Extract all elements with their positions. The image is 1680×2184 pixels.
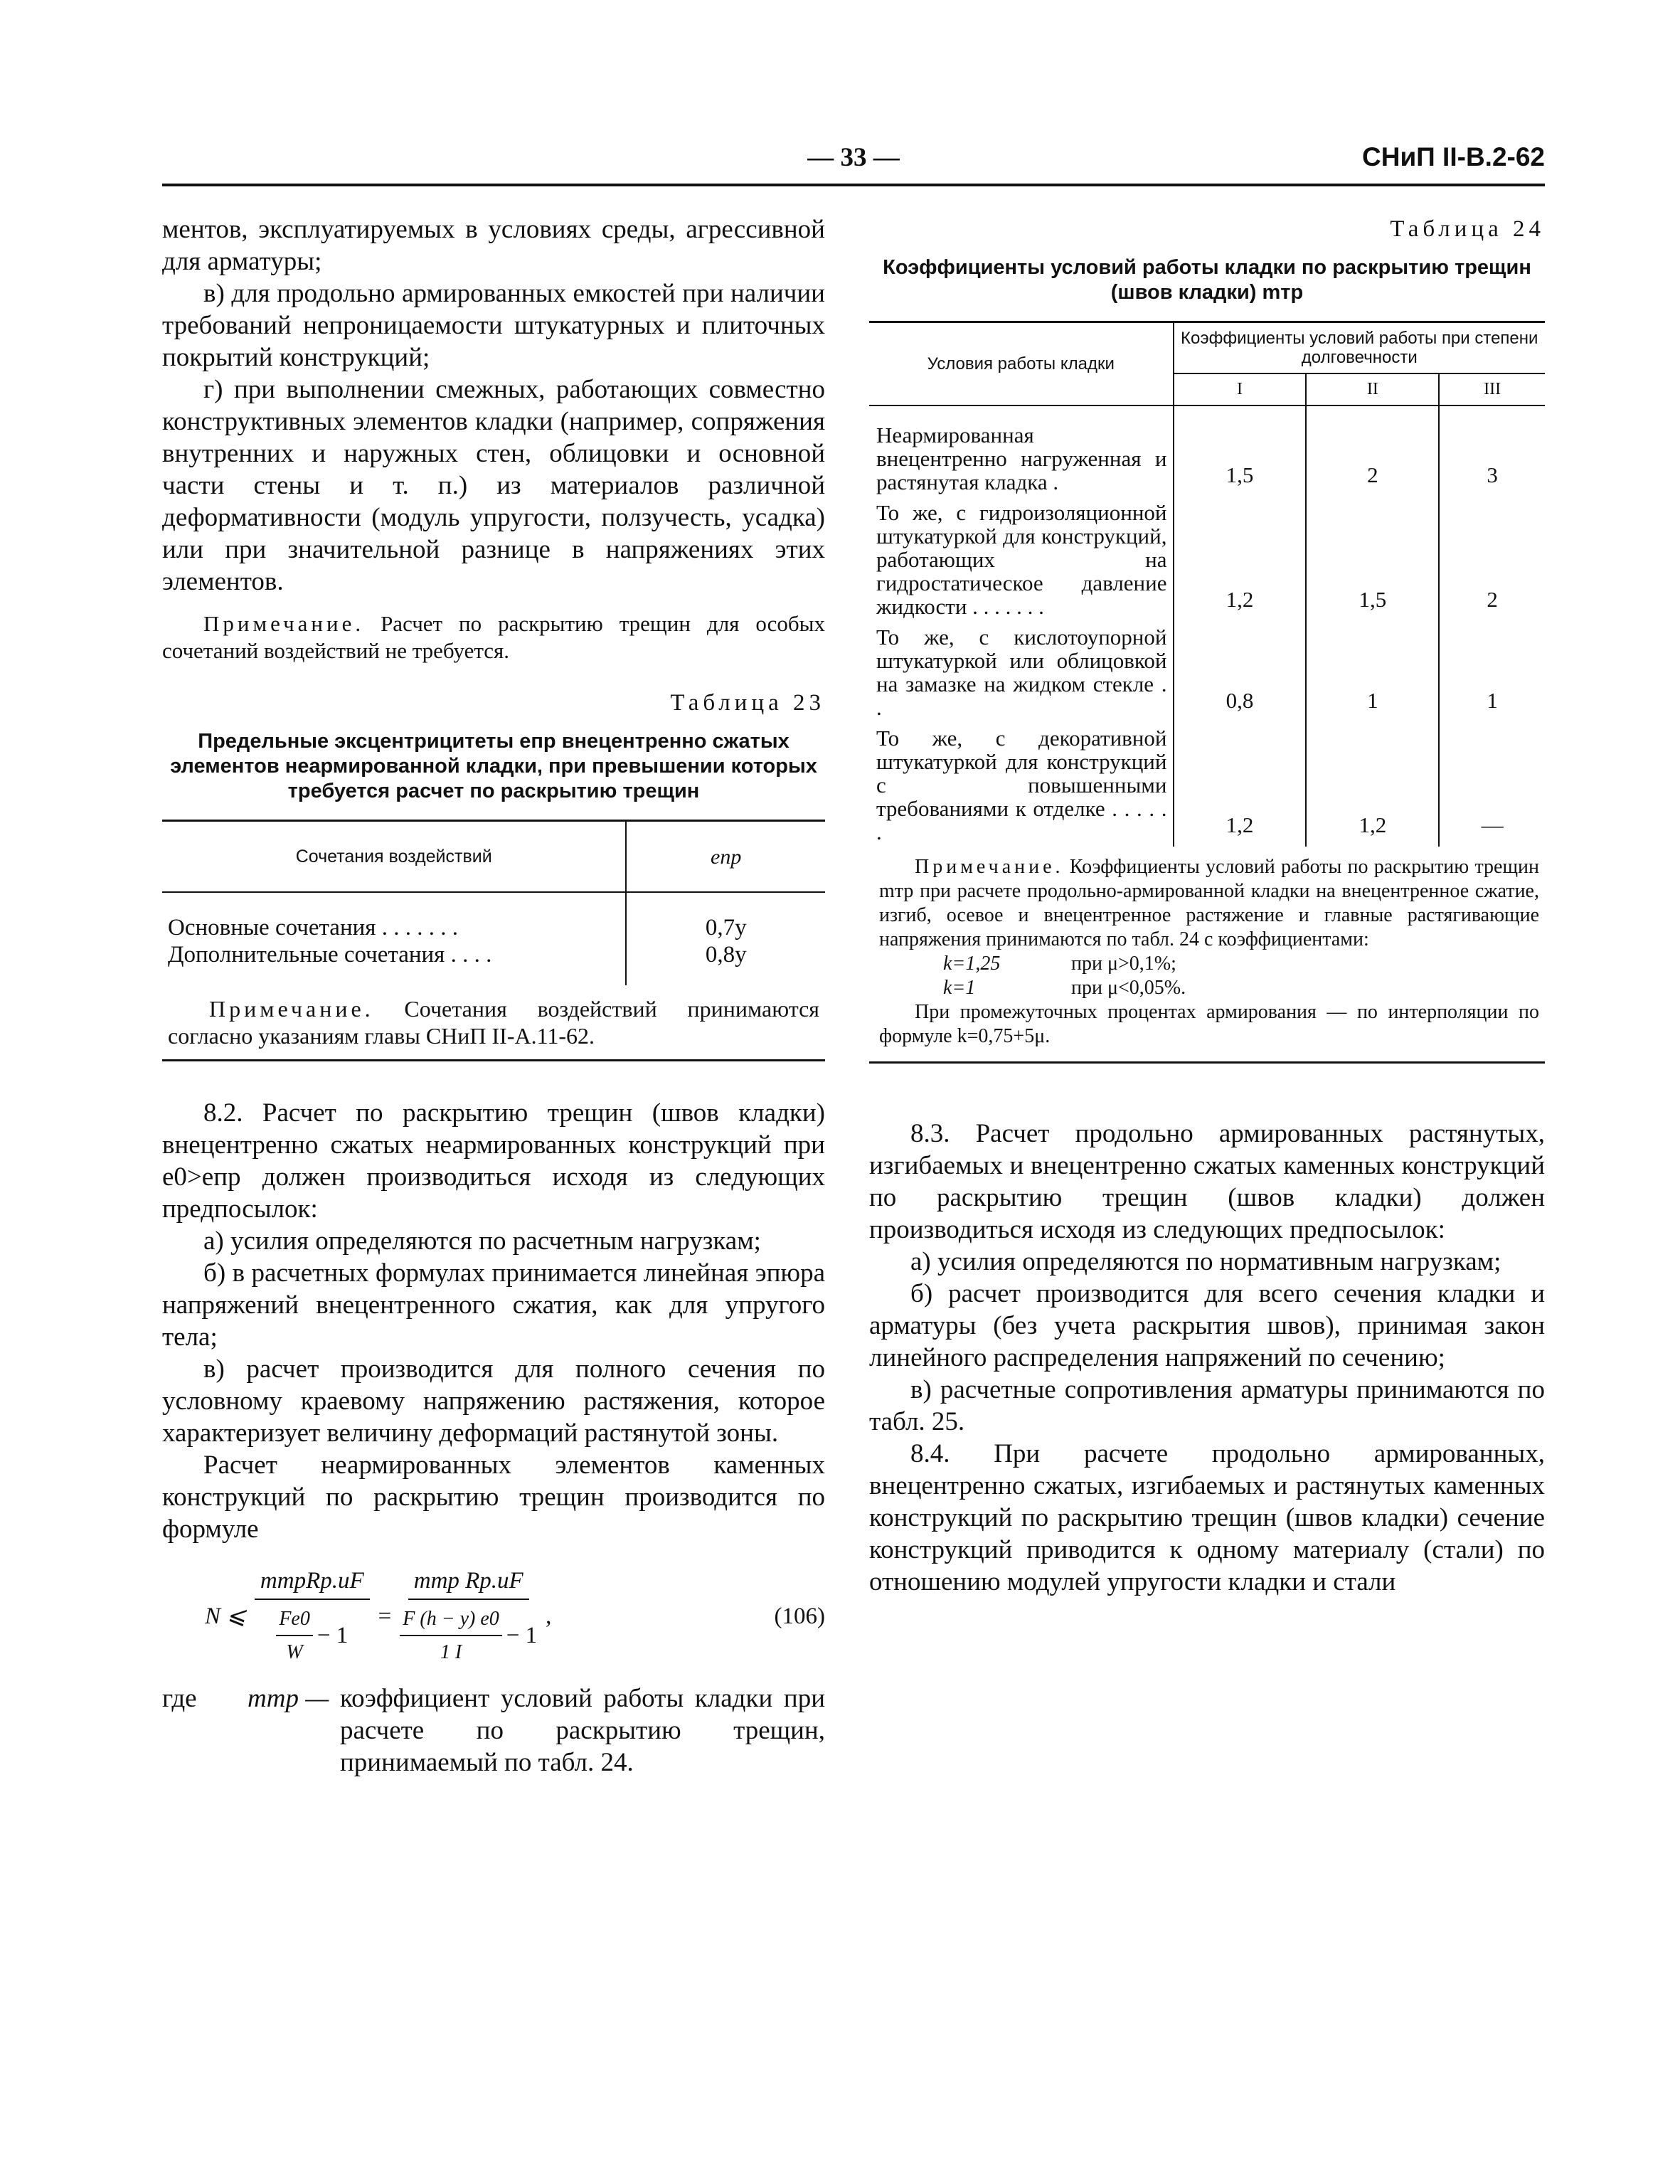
table-header: Условия работы кладки [869, 322, 1174, 406]
paragraph: Расчет неармированных элементов каменных конструкций по раскрытию трещин производится по формуле [162, 1451, 825, 1544]
table-row [162, 892, 825, 985]
table-cell: То же, с кислотоупорной штукатуркой или облицовкой на замазке на жидком стекле . . [876, 625, 1167, 720]
table-24-caption: Таблица 24 [1390, 216, 1545, 242]
table-24 [869, 321, 1545, 1064]
formula-106: N ⩽ mтрRр.иF Fe0 W − 1 = mтр Rр.иF F (h − y) e0 1 I − 1 , (106) [205, 1565, 825, 1668]
paragraph: б) расчет производится для всего сечения кладки и арматуры (без учета раскрытия швов), принимая закон линейного распределения напряжений по сечению; [869, 1279, 1545, 1372]
table-note [162, 985, 825, 1061]
table-cell: 1 [1439, 621, 1545, 722]
paragraph: в) для продольно армированных емкостей при наличии требований непроницаемости штукатурных и плиточных покрытий конструкций; [162, 279, 825, 372]
note-label: Примечание. [209, 996, 374, 1022]
paragraph: в) расчетные сопротивления арматуры принимаются по табл. 25. [869, 1375, 1545, 1436]
table-note: Примечание. Коэффициенты условий работы по раскрытию трещин mтр при расчете продольно-армированной кладки на внецентренное сжатие, изгиб, осевое и внецентренное растяжение и главные растягивающие напряжения принимаются по табл. 24 с коэффициентами: k=1,25 при μ>0,1%; k=1 при μ<0,05%. При промежуточных процентах армирования — по интерполяции по формуле k=0,75+5μ. [879, 856, 1539, 1047]
table-cell: То же, с декоративной штукатуркой для конструкций с повышенными требованиями к отделке . . . . . . [876, 726, 1167, 844]
page-number: — 33 — [807, 143, 900, 172]
table-header: III [1439, 373, 1545, 405]
table-cell: 1,2 [1174, 722, 1307, 847]
table-cell: Основные сочетания . . . . . . . [168, 915, 458, 940]
table-cell: 1 [1306, 621, 1439, 722]
paragraph: а) усилия определяются по нормативным нагрузкам; [910, 1247, 1501, 1276]
table-cell: То же, с гидроизоляционной штукатуркой для конструкций, работающих на гидростатическое давление жидкости . . . . . . . [876, 500, 1167, 619]
table-cell: 2 [1306, 405, 1439, 497]
table-row [869, 405, 1545, 497]
table-row [869, 497, 1545, 621]
page-header [162, 142, 1545, 186]
table-header: II [1306, 373, 1439, 405]
note-text: Сочетания воздействий принимаются согласно указаниям главы СНиП II-А.11-62. [168, 996, 819, 1049]
table-cell: Неармированная внецентренно нагруженная и растянутая кладка . [876, 423, 1167, 494]
section-8-3: 8.3. Расчет продольно армированных растянутых, изгибаемых и внецентренно сжатых каменных конструкций по раскрытию трещин (швов кладки) должен производиться исходя из следующих предпосылок: [869, 1119, 1545, 1244]
formula-equals: = [378, 1603, 392, 1629]
table-cell: 3 [1439, 405, 1545, 497]
formula-lhs: N ⩽ [205, 1603, 246, 1629]
table-row [869, 621, 1545, 722]
formula-number: (106) [774, 1603, 825, 1629]
note [162, 610, 825, 664]
paragraph: ментов, эксплуатируемых в условиях среды, агрессивной для арматуры; [162, 215, 825, 276]
table-cell: 0,7y [705, 915, 747, 940]
table-cell: 1,2 [1174, 497, 1307, 621]
table-cell: Дополнительные сочетания . . . . [168, 942, 492, 968]
section-8-4: 8.4. При расчете продольно армированных, внецентренно сжатых, изгибаемых и растянутых каменных конструкций по раскрытию трещин (швов кладки) сечение конструкций приводится к одному материалу (стали) по отношению модулей упругости кладки и стали [869, 1439, 1545, 1596]
table-23-caption: Таблица 23 [670, 690, 825, 716]
table-row [869, 722, 1545, 847]
where-clause: где mтр — коэффициент условий работы кладки при расчете по раскрытию трещин, принимаемый по табл. 24. [162, 1684, 825, 1777]
table-header: eпр [626, 821, 825, 893]
paragraph: а) усилия определяются по расчетным нагрузкам; [203, 1226, 761, 1256]
table-cell: 1,5 [1174, 405, 1307, 497]
section-8-2: 8.2. Расчет по раскрытию трещин (швов кладки) внецентренно сжатых неармированных конструкций при e0>eпр должен производиться исходя из следующих предпосылок: [162, 1098, 825, 1224]
table-cell: 0,8y [705, 942, 747, 968]
table-header: Коэффициенты условий работы при степени долговечности [1174, 322, 1546, 374]
table-24-title: Коэффициенты условий работы кладки по раскрытию трещин (швов кладки) mтр [883, 256, 1531, 304]
table-cell: 1,2 [1306, 722, 1439, 847]
note-text: Расчет по раскрытию трещин для особых сочетаний воздействий не требуется. [162, 611, 825, 663]
document-code: СНиП II-В.2-62 [1362, 142, 1545, 171]
paragraph: б) в расчетных формулах принимается линейная эпюра напряжений внецентренного сжатия, как для упругого тела; [162, 1258, 825, 1352]
table-23-title: Предельные эксцентрицитеты eпр внецентренно сжатых элементов неармированной кладки, при превышении которых требуется расчет по раскрытию трещин [170, 730, 817, 802]
paragraph: в) расчет производится для полного сечения по условному краевому напряжению растяжения, которое характеризует величину деформаций растянутой зоны. [162, 1355, 825, 1448]
note-label: Примечание. [203, 611, 365, 636]
note-text: Коэффициенты условий работы по раскрытию трещин mтр при расчете продольно-армированной кладки на внецентренное сжатие, изгиб, осевое и внецентренное растяжение и главные растягивающие напряжения принимаются по табл. 24 с коэффициентами: [879, 856, 1539, 950]
table-header: Сочетания воздействий [162, 821, 626, 893]
table-cell: 2 [1439, 497, 1545, 621]
table-cell: 0,8 [1174, 621, 1307, 722]
note-label: Примечание. [915, 856, 1064, 878]
left-column [162, 213, 825, 1779]
table-23 [162, 820, 825, 1061]
formula-fraction: mтр Rр.иF F (h − y) e0 1 I − 1 [400, 1565, 537, 1668]
table-header: I [1174, 373, 1307, 405]
table-cell: 1,5 [1306, 497, 1439, 621]
right-column [869, 213, 1545, 1598]
paragraph: г) при выполнении смежных, работающих совместно конструктивных элементов кладки (например, сопряжения внутренних и наружных стен, облицовки и основной части стены и т. п.) из материалов различной деформативности (модуль упругости, ползучесть, усадка) или при значительной разнице в напряжениях этих элементов. [162, 375, 825, 596]
table-cell: — [1439, 722, 1545, 847]
formula-fraction: mтрRр.иF Fe0 W − 1 [255, 1565, 370, 1668]
